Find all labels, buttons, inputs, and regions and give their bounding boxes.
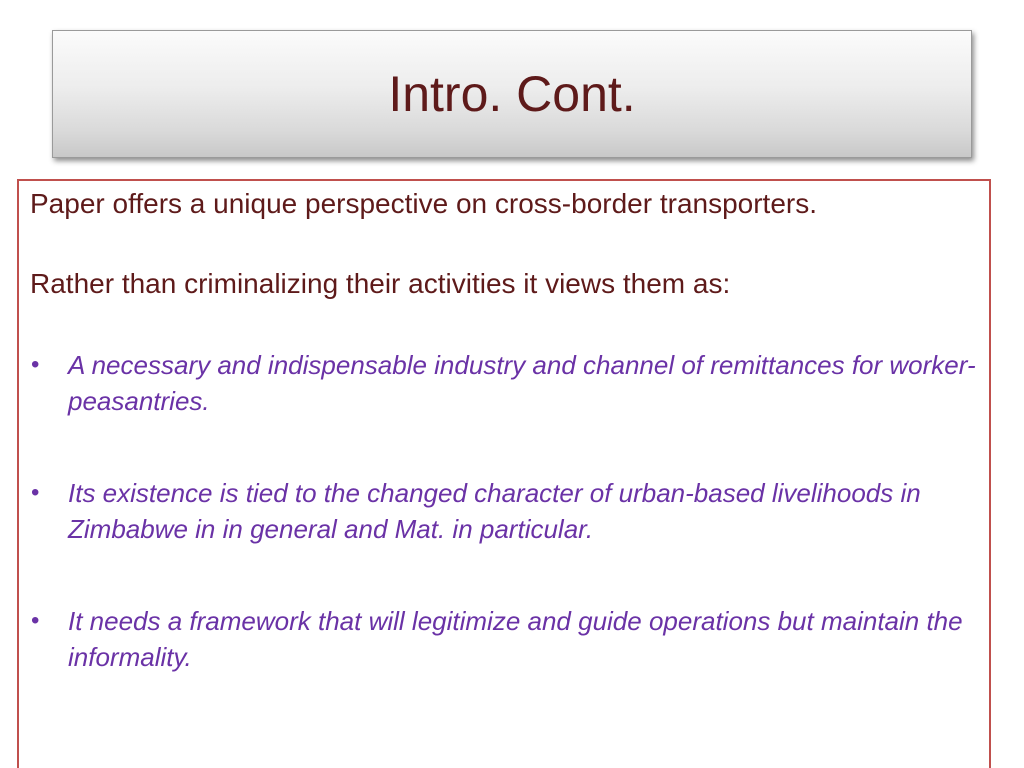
bullet-marker: • <box>31 479 40 506</box>
slide-content-box <box>17 179 991 768</box>
bullet-item <box>30 475 979 547</box>
bullet-item <box>30 603 979 675</box>
slide-title-box <box>52 30 972 158</box>
bullet-list <box>30 347 979 675</box>
bullet-marker: • <box>31 607 40 634</box>
bullet-text: A necessary and indispensable industry and channel of remittances for worker-peasantries. <box>68 350 976 416</box>
bullet-marker: • <box>31 351 40 378</box>
bullet-text: Its existence is tied to the changed character of urban-based livelihoods in Zimbabwe in in general and Mat. in particular. <box>68 478 921 544</box>
lead-in-paragraph: Rather than criminalizing their activities it views them as: <box>30 268 731 299</box>
intro-paragraph: Paper offers a unique perspective on cross-border transporters. <box>30 188 818 219</box>
slide-title: Intro. Cont. <box>388 66 636 122</box>
bullet-item <box>30 347 979 419</box>
bullet-text: It needs a framework that will legitimize and guide operations but maintain the informality. <box>68 606 963 672</box>
